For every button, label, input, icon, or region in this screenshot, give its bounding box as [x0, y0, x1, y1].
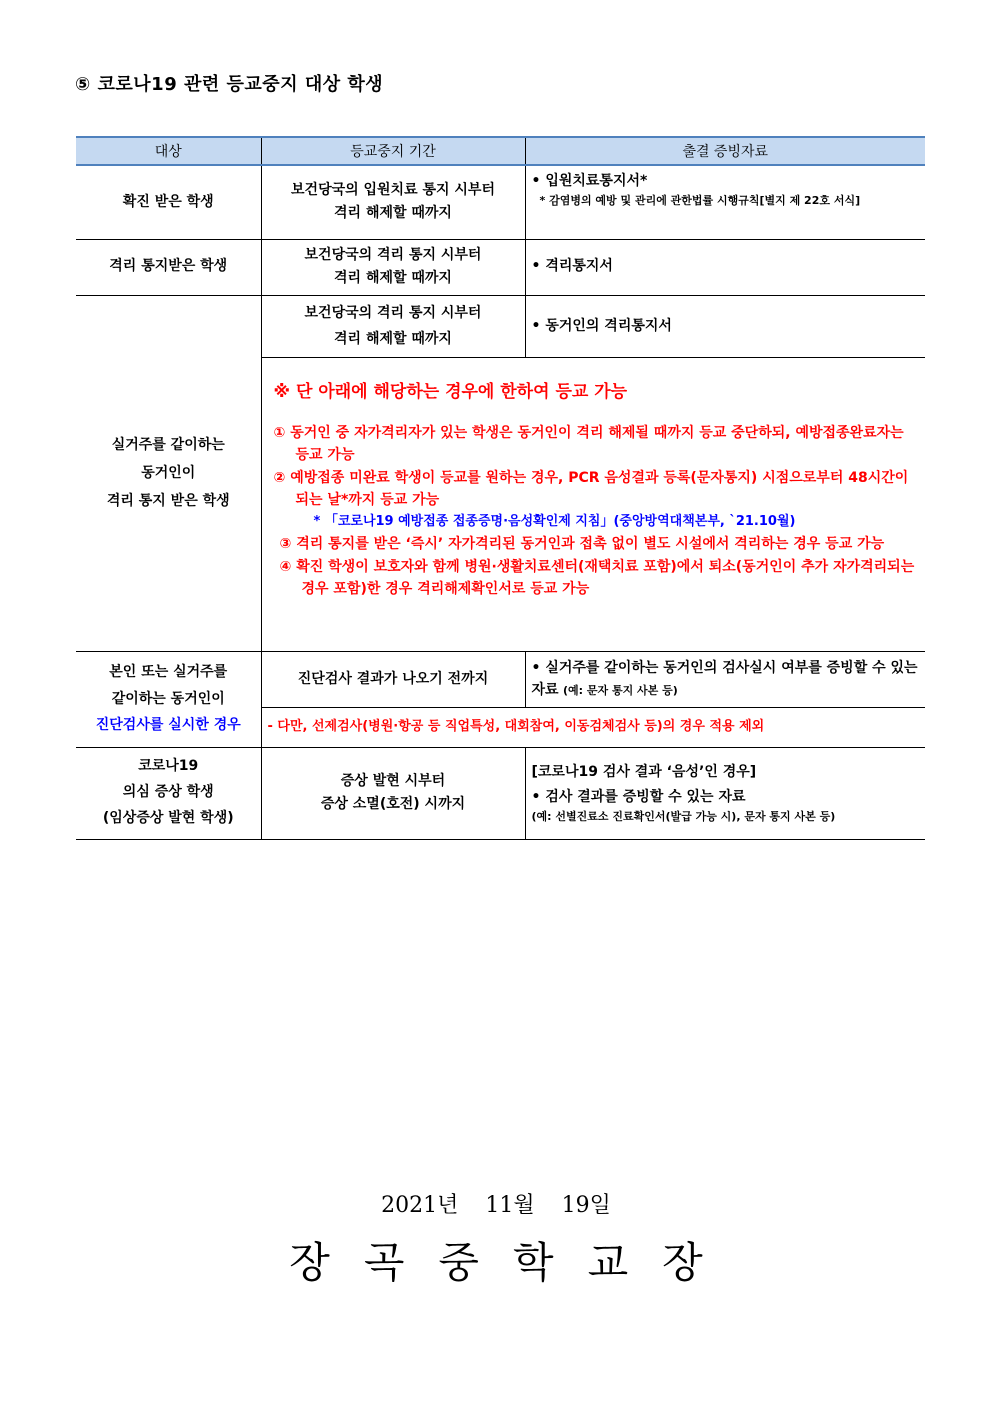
row3-target	[76, 295, 261, 651]
row1-evidence	[525, 165, 925, 239]
table-header-row	[76, 137, 925, 165]
row4-period: 진단검사 결과가 나오기 전까지	[261, 651, 525, 707]
row2-target: 격리 통지받은 학생	[76, 239, 261, 295]
row1-evidence-item: • 입원치료통지서*	[531, 173, 648, 189]
row5-evidence-item: • 검사 결과를 증빙할 수 있는 자료	[531, 788, 746, 805]
row4-target-line3: 진단검사를 실시한 경우	[95, 717, 241, 734]
row4-exception: - 다만, 선제검사(병원·항공 등 직업특성, 대회참여, 이동검체검사 등)의 경우 적용 제외	[261, 707, 925, 747]
row5-target-line1: 코로나19	[138, 758, 199, 775]
row4-target-line2: 같이하는 동거인이	[111, 690, 225, 707]
suspension-table	[76, 136, 925, 840]
row5-evidence-small: (예: 선별진료소 진료확인서(발급 가능 시), 문자 통지 사본 등)	[531, 810, 836, 824]
row3-note-subnote: * 「코로나19 예방접종 접종증명·음성확인제 지침」(중앙방역대책본부, `21.10월)	[313, 514, 796, 530]
table-row	[76, 295, 925, 357]
header-period: 등교중지 기간	[261, 137, 525, 165]
row3-note-item-2: ② 예방접종 미완료 학생이 등교를 원하는 경우, PCR 음성결과 등록(문자통지) 시점으로부터 48시간이 되는 날*까지 등교 가능	[273, 469, 909, 508]
table-row	[76, 747, 925, 839]
row2-period-line2: 격리 해제할 때까지	[334, 270, 452, 286]
row4-target	[76, 651, 261, 747]
row5-period-line1: 증상 발현 시부터	[340, 773, 446, 790]
row3-note-item-4: ④ 확진 학생이 보호자와 함께 병원·생활치료센터(재택치료 포함)에서 퇴소(동거인이 추가 자가격리되는 경우 포함)한 경우 격리해제확인서로 등교 가능	[279, 558, 915, 598]
row4-target-line1: 본인 또는 실거주를	[109, 664, 228, 681]
header-evidence: 출결 증빙자료	[525, 137, 925, 165]
row3-target-line3: 격리 통지 받은 학생	[106, 493, 230, 510]
row3-note-title: ※ 단 아래에 해당하는 경우에 한하여 등교 가능	[273, 381, 628, 402]
row1-period	[261, 165, 525, 239]
section-heading: ⑤ 코로나19 관련 등교중지 대상 학생	[75, 74, 384, 95]
row5-target-line2: 의심 증상 학생	[122, 784, 214, 801]
header-target: 대상	[76, 137, 261, 165]
row3-note-cell	[261, 357, 925, 651]
table-row	[76, 651, 925, 707]
row2-evidence: • 격리통지서	[525, 239, 925, 295]
row3-target-line2: 동거인이	[141, 465, 196, 482]
row1-period-line2: 격리 해제할 때까지	[334, 205, 452, 222]
school-principal: 장곡중학교장	[289, 1238, 737, 1287]
row5-evidence-head: [코로나19 검사 결과 ‘음성’인 경우]	[531, 764, 757, 781]
row5-period	[261, 747, 525, 839]
row1-period-line1: 보건당국의 입원치료 통지 시부터	[291, 182, 495, 199]
row2-period-line1: 보건당국의 격리 통지 시부터	[304, 246, 482, 263]
row3-note-item-1: ① 동거인 중 자가격리자가 있는 학생은 동거인이 격리 해제될 때까지 등교 중단하되, 예방접종완료자는 등교 가능	[273, 424, 904, 464]
row3-period-line2: 격리 해제할 때까지	[334, 331, 452, 348]
row5-evidence	[525, 747, 925, 839]
table-row	[76, 239, 925, 295]
row3-target-line1: 실거주를 같이하는	[111, 437, 225, 454]
row3-evidence: • 동거인의 격리통지서	[525, 295, 925, 357]
row4-evidence	[525, 651, 925, 707]
row3-period	[261, 295, 525, 357]
row2-period	[261, 239, 525, 295]
row1-target: 확진 받은 학생	[76, 165, 261, 239]
row3-period-line1: 보건당국의 격리 통지 시부터	[304, 304, 482, 321]
row5-target	[76, 747, 261, 839]
row4-evidence-item: • 실거주를 같이하는 동거인의 검사실시 여부를 증빙할 수 있는 자료	[531, 659, 918, 699]
row5-period-line2: 증상 소멸(호전) 시까지	[320, 796, 466, 813]
row1-evidence-note: * 감염병의 예방 및 관리에 관한법률 시행규칙[별지 제 22호 서식]	[539, 194, 861, 208]
row5-target-line3: (임상증상 발현 학생)	[102, 810, 234, 827]
document-date: 2021년 11월 19일	[381, 1193, 611, 1218]
row3-note-item-3: ③ 격리 통지를 받은 ‘즉시’ 자가격리된 동거인과 접촉 없이 별도 시설에서 격리하는 경우 등교 가능	[279, 536, 885, 553]
row4-evidence-small: (예: 문자 통지 사본 등)	[563, 684, 678, 698]
table-row	[76, 165, 925, 239]
